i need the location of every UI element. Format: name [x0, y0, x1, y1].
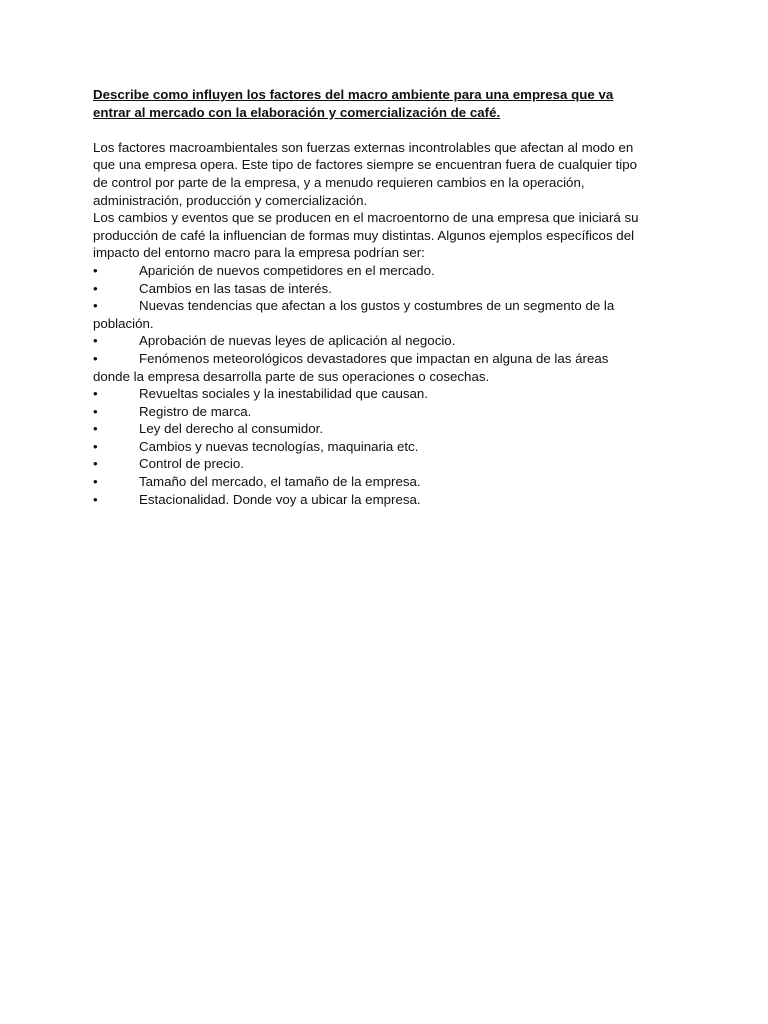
list-item — [93, 455, 683, 473]
bullet-icon: • — [93, 280, 98, 296]
list-item-text: Registro de marca. — [139, 403, 252, 419]
list-item — [93, 473, 683, 491]
bullet-icon: • — [93, 298, 98, 314]
bullet-icon: • — [93, 350, 98, 366]
list-item-text: Cambios en las tasas de interés. — [139, 280, 332, 296]
list-item — [93, 420, 683, 438]
list-item — [93, 262, 683, 280]
list-item — [93, 332, 683, 350]
list-item-text: Aprobación de nuevas leyes de aplicación al negocio. — [139, 333, 456, 349]
list-item — [93, 438, 683, 456]
list-item-text: Fenómenos meteorológicos devastadores que impactan en alguna de las áreas donde la empresa desarrolla parte de sus operaciones o cosechas. — [93, 350, 609, 384]
bullet-icon: • — [93, 333, 98, 349]
document-page — [93, 86, 683, 508]
list-item — [93, 385, 683, 403]
bullet-icon: • — [93, 474, 98, 490]
paragraph-examples: Los cambios y eventos que se producen en el macroentorno de una empresa que iniciará su producción de café la influencian de formas muy distintas. Algunos ejemplos específicos del impacto del entorno macro para la empresa podrían ser: — [93, 210, 639, 261]
list-item — [93, 350, 683, 385]
document-title: Describe como influyen los factores del macro ambiente para una empresa que va entrar al mercado con la elaboración y comercialización de café. — [93, 87, 614, 120]
list-item-text: Control de precio. — [139, 456, 244, 472]
bullet-icon: • — [93, 262, 98, 278]
paragraph-intro: Los factores macroambientales son fuerzas externas incontrolables que afectan al modo en que una empresa opera. Este tipo de factores siempre se encuentran fuera de cualquier tipo de control por parte de la empresa, y a menudo requieren cambios en la operación, administración, producción y comercialización. — [93, 139, 638, 208]
list-item-text: Tamaño del mercado, el tamaño de la empresa. — [139, 474, 421, 490]
list-item-text: Ley del derecho al consumidor. — [139, 421, 324, 437]
list-item-text: Aparición de nuevos competidores en el mercado. — [139, 262, 435, 278]
list-item — [93, 280, 683, 298]
list-item — [93, 297, 683, 332]
bullet-list — [93, 262, 683, 508]
bullet-icon: • — [93, 456, 98, 472]
bullet-icon: • — [93, 421, 98, 437]
list-item-text: Estacionalidad. Donde voy a ubicar la empresa. — [139, 491, 421, 507]
list-item — [93, 491, 683, 509]
list-item-text: Revueltas sociales y la inestabilidad que causan. — [139, 386, 429, 402]
bullet-icon: • — [93, 491, 98, 507]
bullet-icon: • — [93, 438, 98, 454]
list-item — [93, 403, 683, 421]
list-item-text: Nuevas tendencias que afectan a los gustos y costumbres de un segmento de la población. — [93, 298, 615, 331]
list-item-text: Cambios y nuevas tecnologías, maquinaria etc. — [139, 438, 419, 454]
bullet-icon: • — [93, 403, 98, 419]
bullet-icon: • — [93, 386, 98, 402]
